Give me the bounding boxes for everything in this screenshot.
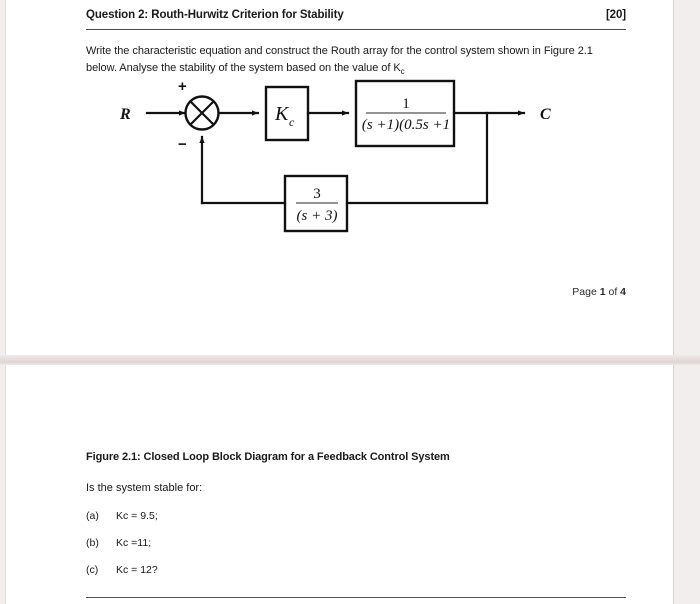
block-diagram-svg <box>116 69 576 244</box>
option-label: (b) <box>86 537 99 549</box>
input-label-r: R <box>120 106 131 123</box>
page-separator <box>0 355 700 365</box>
output-label-c: C <box>540 106 551 123</box>
figure-caption: Figure 2.1: Closed Loop Block Diagram for a Feedback Control System <box>86 451 450 463</box>
summing-plus-sign: + <box>178 78 187 95</box>
page-footer-current: 1 <box>599 286 606 298</box>
heading-rule-bottom <box>86 29 626 30</box>
option-label: (c) <box>86 564 99 576</box>
page-footer-prefix: Page <box>572 286 600 298</box>
feedback-denominator: (s + 3) <box>296 208 338 224</box>
document-page-1 <box>5 0 674 355</box>
option-value: Kc =11; <box>116 537 152 549</box>
list-item <box>86 537 626 549</box>
question-marks: [20] <box>605 9 626 21</box>
page-1-content <box>86 0 626 298</box>
controller-gain-symbol: K <box>275 103 289 125</box>
controller-gain-subscript: c <box>289 115 295 129</box>
list-item <box>86 510 626 522</box>
plant-denominator: (s +1)(0.5s +1 <box>361 117 451 133</box>
page-2-content <box>86 451 626 598</box>
page-footer-total: 4 <box>620 286 626 298</box>
kc-subscript: c <box>400 67 405 77</box>
page-title: Question 2: Routh-Hurwitz Criterion for Stability <box>86 9 344 21</box>
question-instructions-text: Write the characteristic equation and construct the Routh array for the control system shown in Figure 2.1 below. Analyse the stability of the system based on the value of K <box>86 45 593 74</box>
summing-minus-sign: − <box>178 136 187 153</box>
page-footer-middle: of <box>605 286 621 298</box>
feedback-numerator: 3 <box>313 186 321 202</box>
closed-loop-block-diagram <box>116 69 576 244</box>
list-item <box>86 564 626 576</box>
page-2-bottom-rule <box>86 597 626 598</box>
option-label: (a) <box>86 510 99 522</box>
stability-question: Is the system stable for: <box>86 482 203 494</box>
option-value: Kc = 9.5; <box>116 510 158 522</box>
stability-options-list <box>86 510 626 576</box>
plant-numerator: 1 <box>402 96 410 112</box>
question-heading-row <box>86 0 626 29</box>
option-value: Kc = 12? <box>116 564 158 576</box>
document-page-2 <box>5 365 674 604</box>
page-footer <box>572 286 626 298</box>
